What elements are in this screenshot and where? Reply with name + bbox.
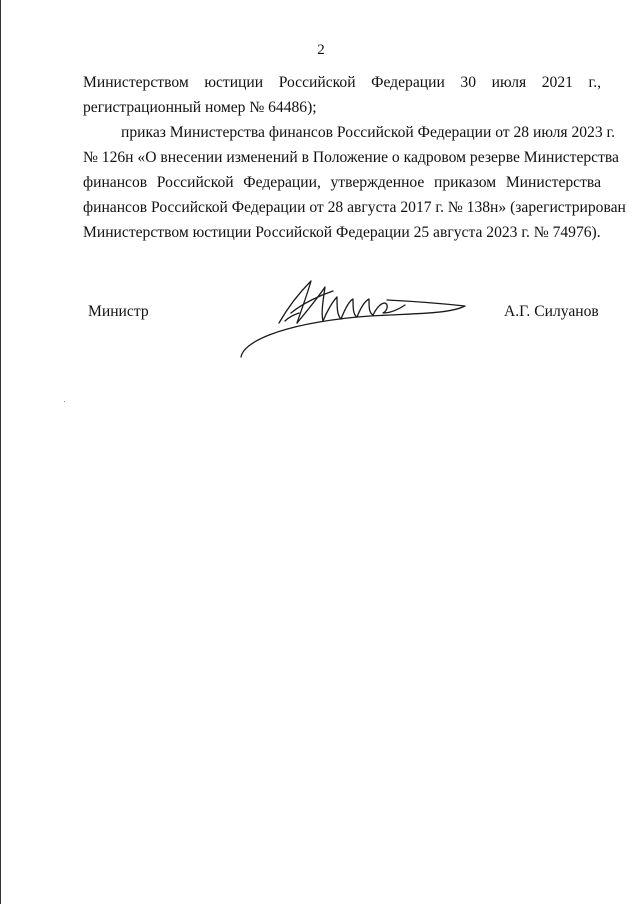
text-line: № 126н «О внесении изменений в Положение о кадровом резерве Министерства — [83, 149, 619, 166]
text-line: Министерством юстиции Российской Федерации 30 июля 2021 г., — [83, 74, 601, 91]
paragraph-order-reference — [83, 120, 626, 245]
document-body — [83, 70, 626, 245]
signatory-title: Министр — [88, 303, 149, 320]
text-line: финансов Российской Федерации от 28 августа 2017 г. № 138н» (зарегистрирован — [83, 199, 626, 216]
handwritten-signature-icon — [237, 273, 469, 363]
text-line: регистрационный номер № 64486); — [83, 99, 317, 116]
text-line: Министерством юстиции Российской Федерации 25 августа 2023 г. № 74976). — [83, 224, 601, 241]
scan-speck — [64, 401, 65, 402]
text-line: финансов Российской Федерации, утвержденное приказом Министерства — [83, 174, 601, 191]
signatory-name: А.Г. Силуанов — [504, 303, 599, 320]
text-line: приказ Министерства финансов Российской Федерации от 28 июля 2023 г. — [121, 124, 616, 141]
paragraph-continuation — [83, 70, 601, 120]
page-number: 2 — [317, 42, 325, 58]
signature-block — [1, 303, 640, 373]
